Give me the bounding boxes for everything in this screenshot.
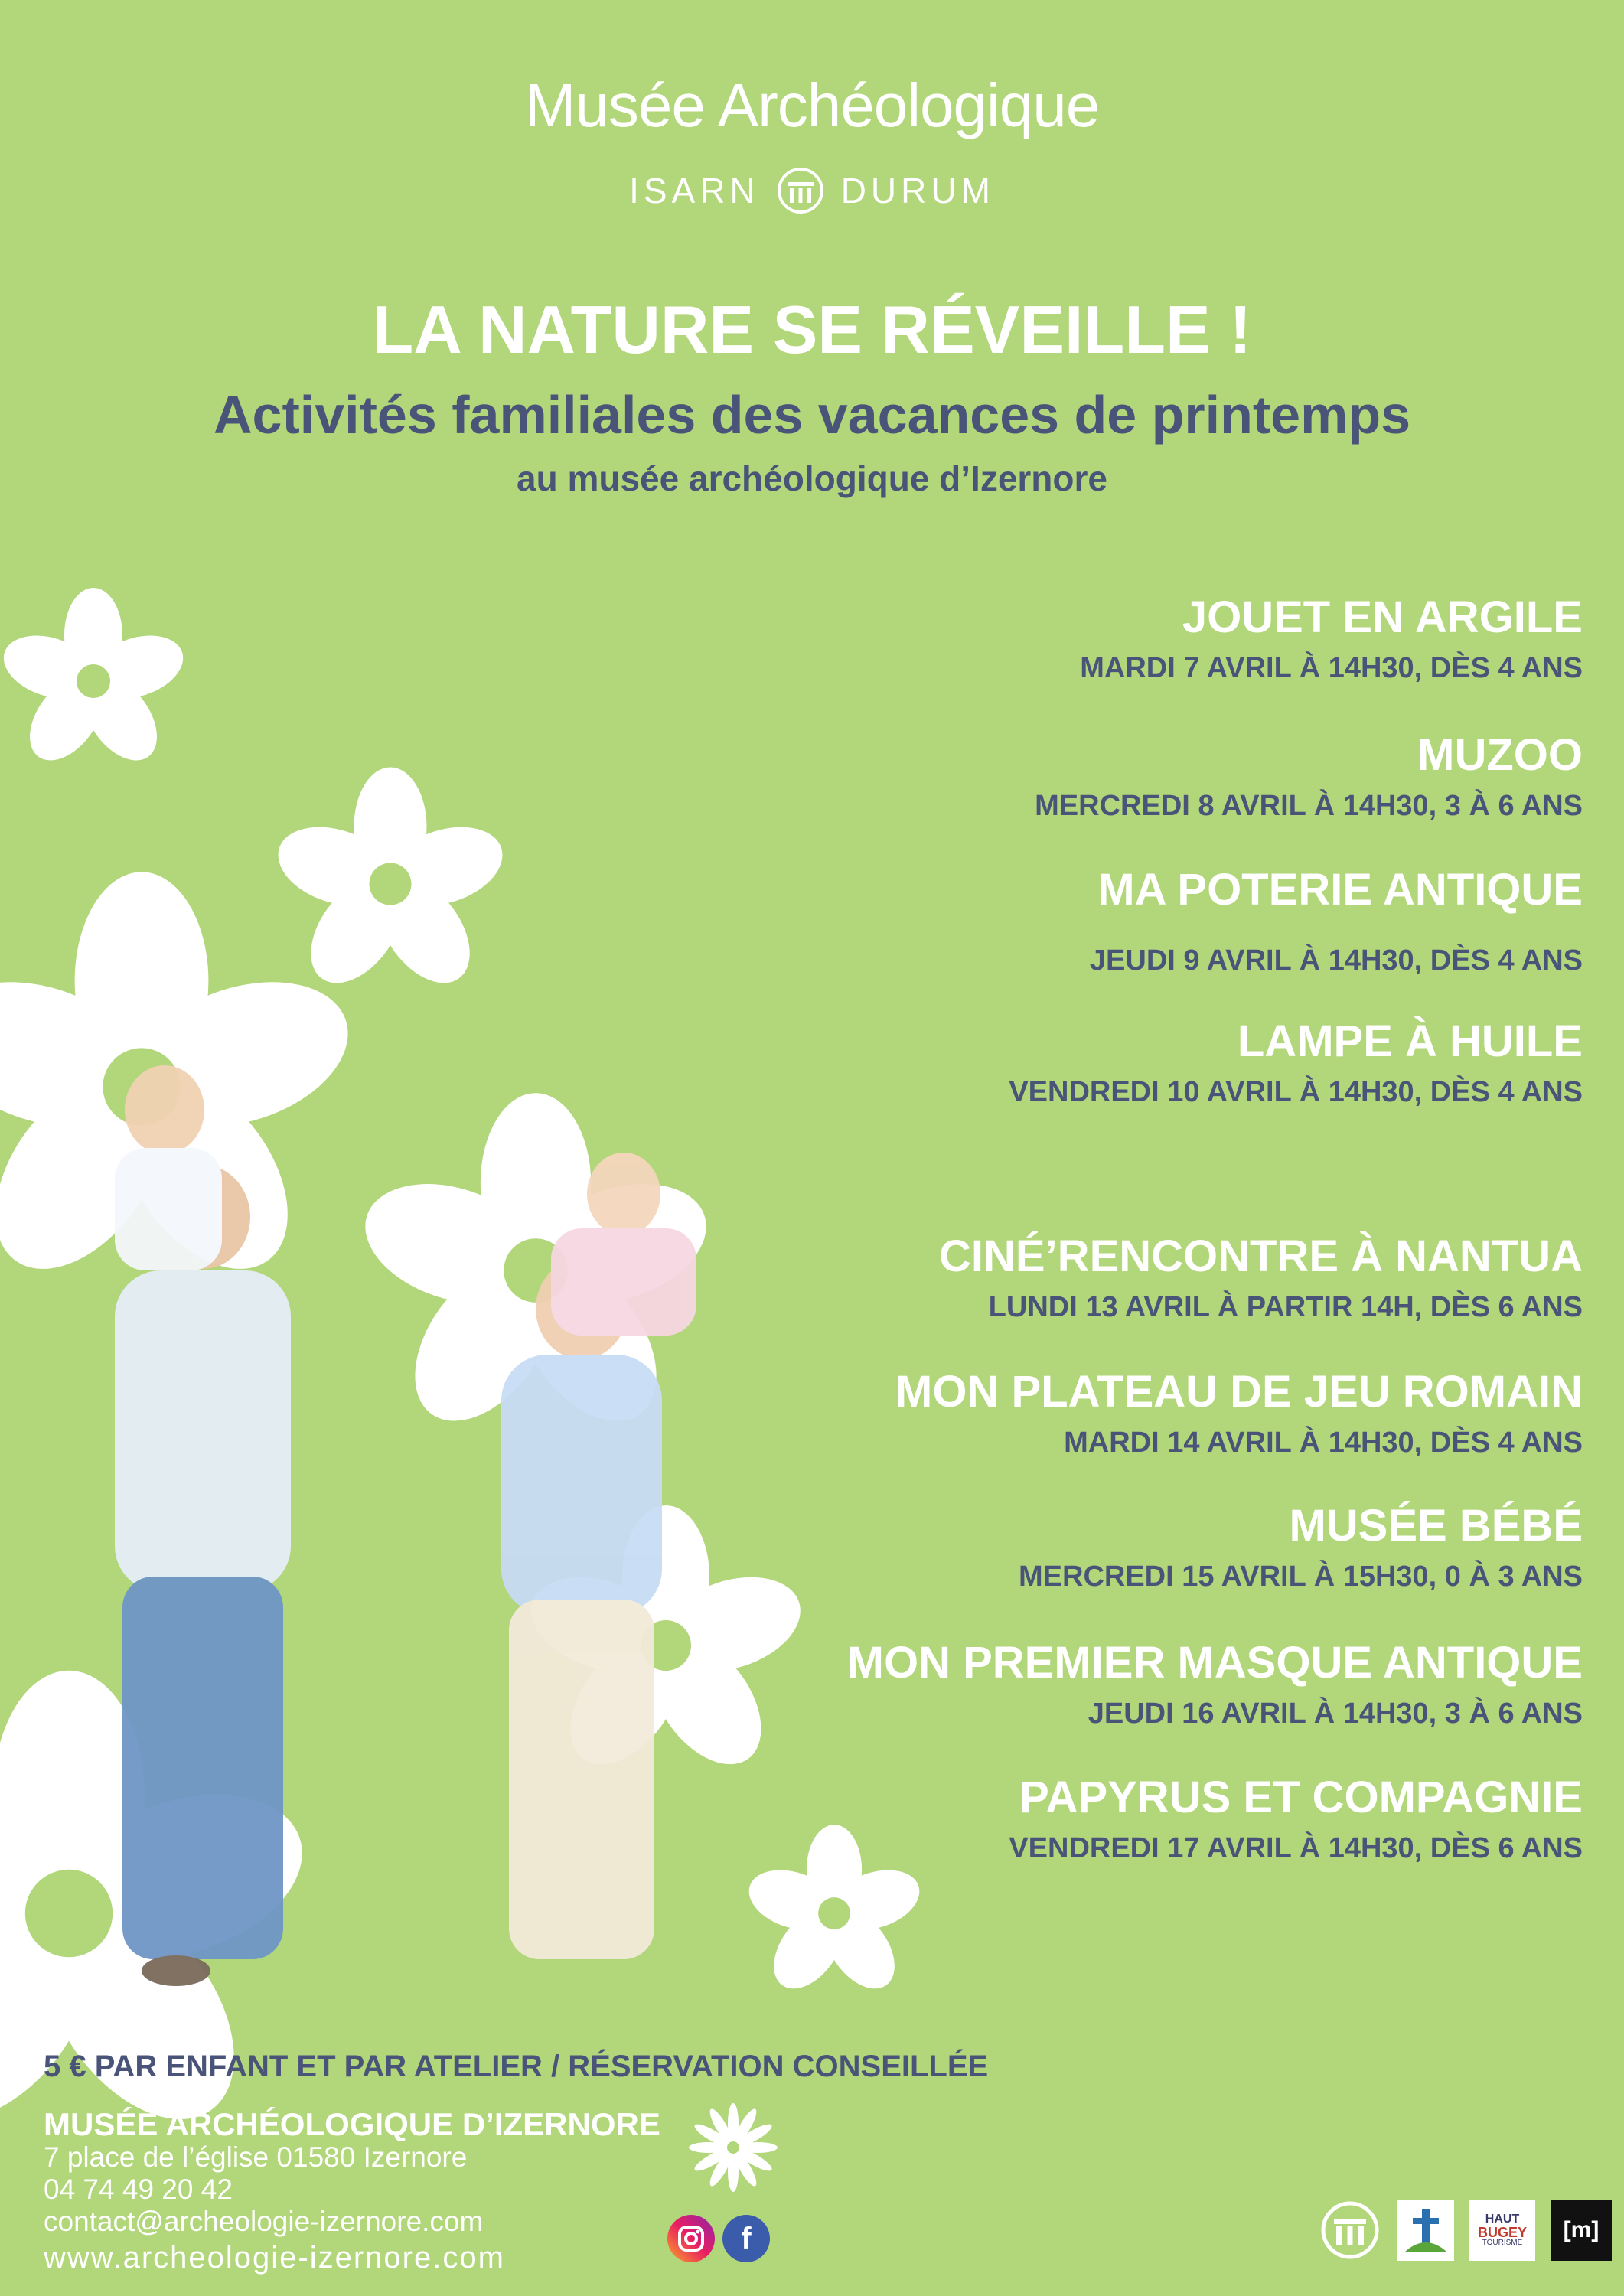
haut-bugey-tourisme-logo [1469, 2200, 1535, 2261]
event-item [1009, 1773, 1583, 1864]
social-links [667, 2215, 770, 2262]
brand-left: ISARN [629, 171, 760, 210]
footer-website[interactable]: www.archeologie-izernore.com [44, 2241, 505, 2275]
event-date: MERCREDI 15 AVRIL À 15H30, 0 À 3 ANS [1019, 1561, 1583, 1593]
event-name: MUSÉE BÉBÉ [1289, 1501, 1583, 1551]
footer-email[interactable]: contact@archeologie-izernore.com [44, 2206, 484, 2237]
event-name: MON PREMIER MASQUE ANTIQUE [846, 1638, 1583, 1688]
flower-icon [742, 1825, 928, 2001]
facebook-icon[interactable]: f [722, 2215, 770, 2262]
page-subtitle: Activités familiales des vacances de printemps [213, 385, 1411, 445]
event-date: VENDREDI 17 AVRIL À 14H30, DÈS 6 ANS [1009, 1832, 1583, 1864]
flower-icon [268, 768, 512, 1000]
museum-brand [0, 164, 1624, 217]
event-item [1009, 1016, 1583, 1108]
event-item [1019, 1501, 1583, 1593]
column-logo-icon [777, 167, 824, 214]
isarnodurum-logo-icon [1318, 2198, 1382, 2262]
museum-name: Musée Archéologique [524, 71, 1100, 139]
flower-icon [687, 2102, 779, 2193]
footer-address: 7 place de l’église 01580 Izernore [44, 2141, 468, 2173]
event-date: MERCREDI 8 AVRIL À 14H30, 3 À 6 ANS [1035, 790, 1583, 822]
event-date: LUNDI 13 AVRIL À PARTIR 14H, DÈS 6 ANS [988, 1291, 1583, 1323]
haut-bugey-line1: HAUT [1485, 2213, 1520, 2226]
price-info: 5 € PAR ENFANT ET PAR ATELIER / RÉSERVATION CONSEILLÉE [44, 2050, 989, 2083]
partner-logo-icon [1397, 2200, 1454, 2261]
brand-right: DURUM [840, 171, 995, 210]
event-name: CINÉ’RENCONTRE À NANTUA [939, 1231, 1583, 1281]
instagram-icon[interactable] [667, 2215, 715, 2262]
event-date: MARDI 7 AVRIL À 14H30, DÈS 4 ANS [1080, 652, 1583, 684]
page-title: LA NATURE SE RÉVEILLE ! [372, 292, 1252, 367]
event-name: LAMPE À HUILE [1237, 1016, 1583, 1066]
event-item [1089, 865, 1583, 977]
event-date: MARDI 14 AVRIL À 14H30, DÈS 4 ANS [1064, 1427, 1583, 1459]
event-item [939, 1231, 1583, 1323]
event-item [895, 1367, 1583, 1459]
instagram-glyph-icon [677, 2224, 706, 2253]
event-date: JEUDI 16 AVRIL À 14H30, 3 À 6 ANS [1088, 1698, 1583, 1730]
event-date: VENDREDI 10 AVRIL À 14H30, DÈS 4 ANS [1009, 1076, 1583, 1108]
event-name: MON PLATEAU DE JEU ROMAIN [895, 1367, 1583, 1417]
event-name: MA POTERIE ANTIQUE [1097, 865, 1583, 915]
haut-bugey-line3: TOURISME [1482, 2239, 1523, 2247]
partner-logos [1318, 2198, 1612, 2262]
footer-phone: 04 74 49 20 42 [44, 2174, 233, 2205]
event-date: JEUDI 9 AVRIL À 14H30, DÈS 4 ANS [1089, 944, 1583, 977]
footer-museum-name: MUSÉE ARCHÉOLOGIQUE D’IZERNORE [44, 2106, 660, 2142]
event-name: MUZOO [1417, 730, 1583, 780]
flower-icon [0, 588, 191, 774]
haut-bugey-line2: BUGEY [1477, 2225, 1527, 2240]
event-item [1080, 592, 1583, 684]
page-subsubtitle: au musée archéologique d’Izernore [517, 458, 1107, 498]
event-name: JOUET EN ARGILE [1182, 592, 1583, 642]
event-name: PAPYRUS ET COMPAGNIE [1019, 1773, 1583, 1822]
event-item [846, 1638, 1583, 1730]
event-item [1035, 730, 1583, 822]
m-logo: [m] [1551, 2200, 1612, 2261]
